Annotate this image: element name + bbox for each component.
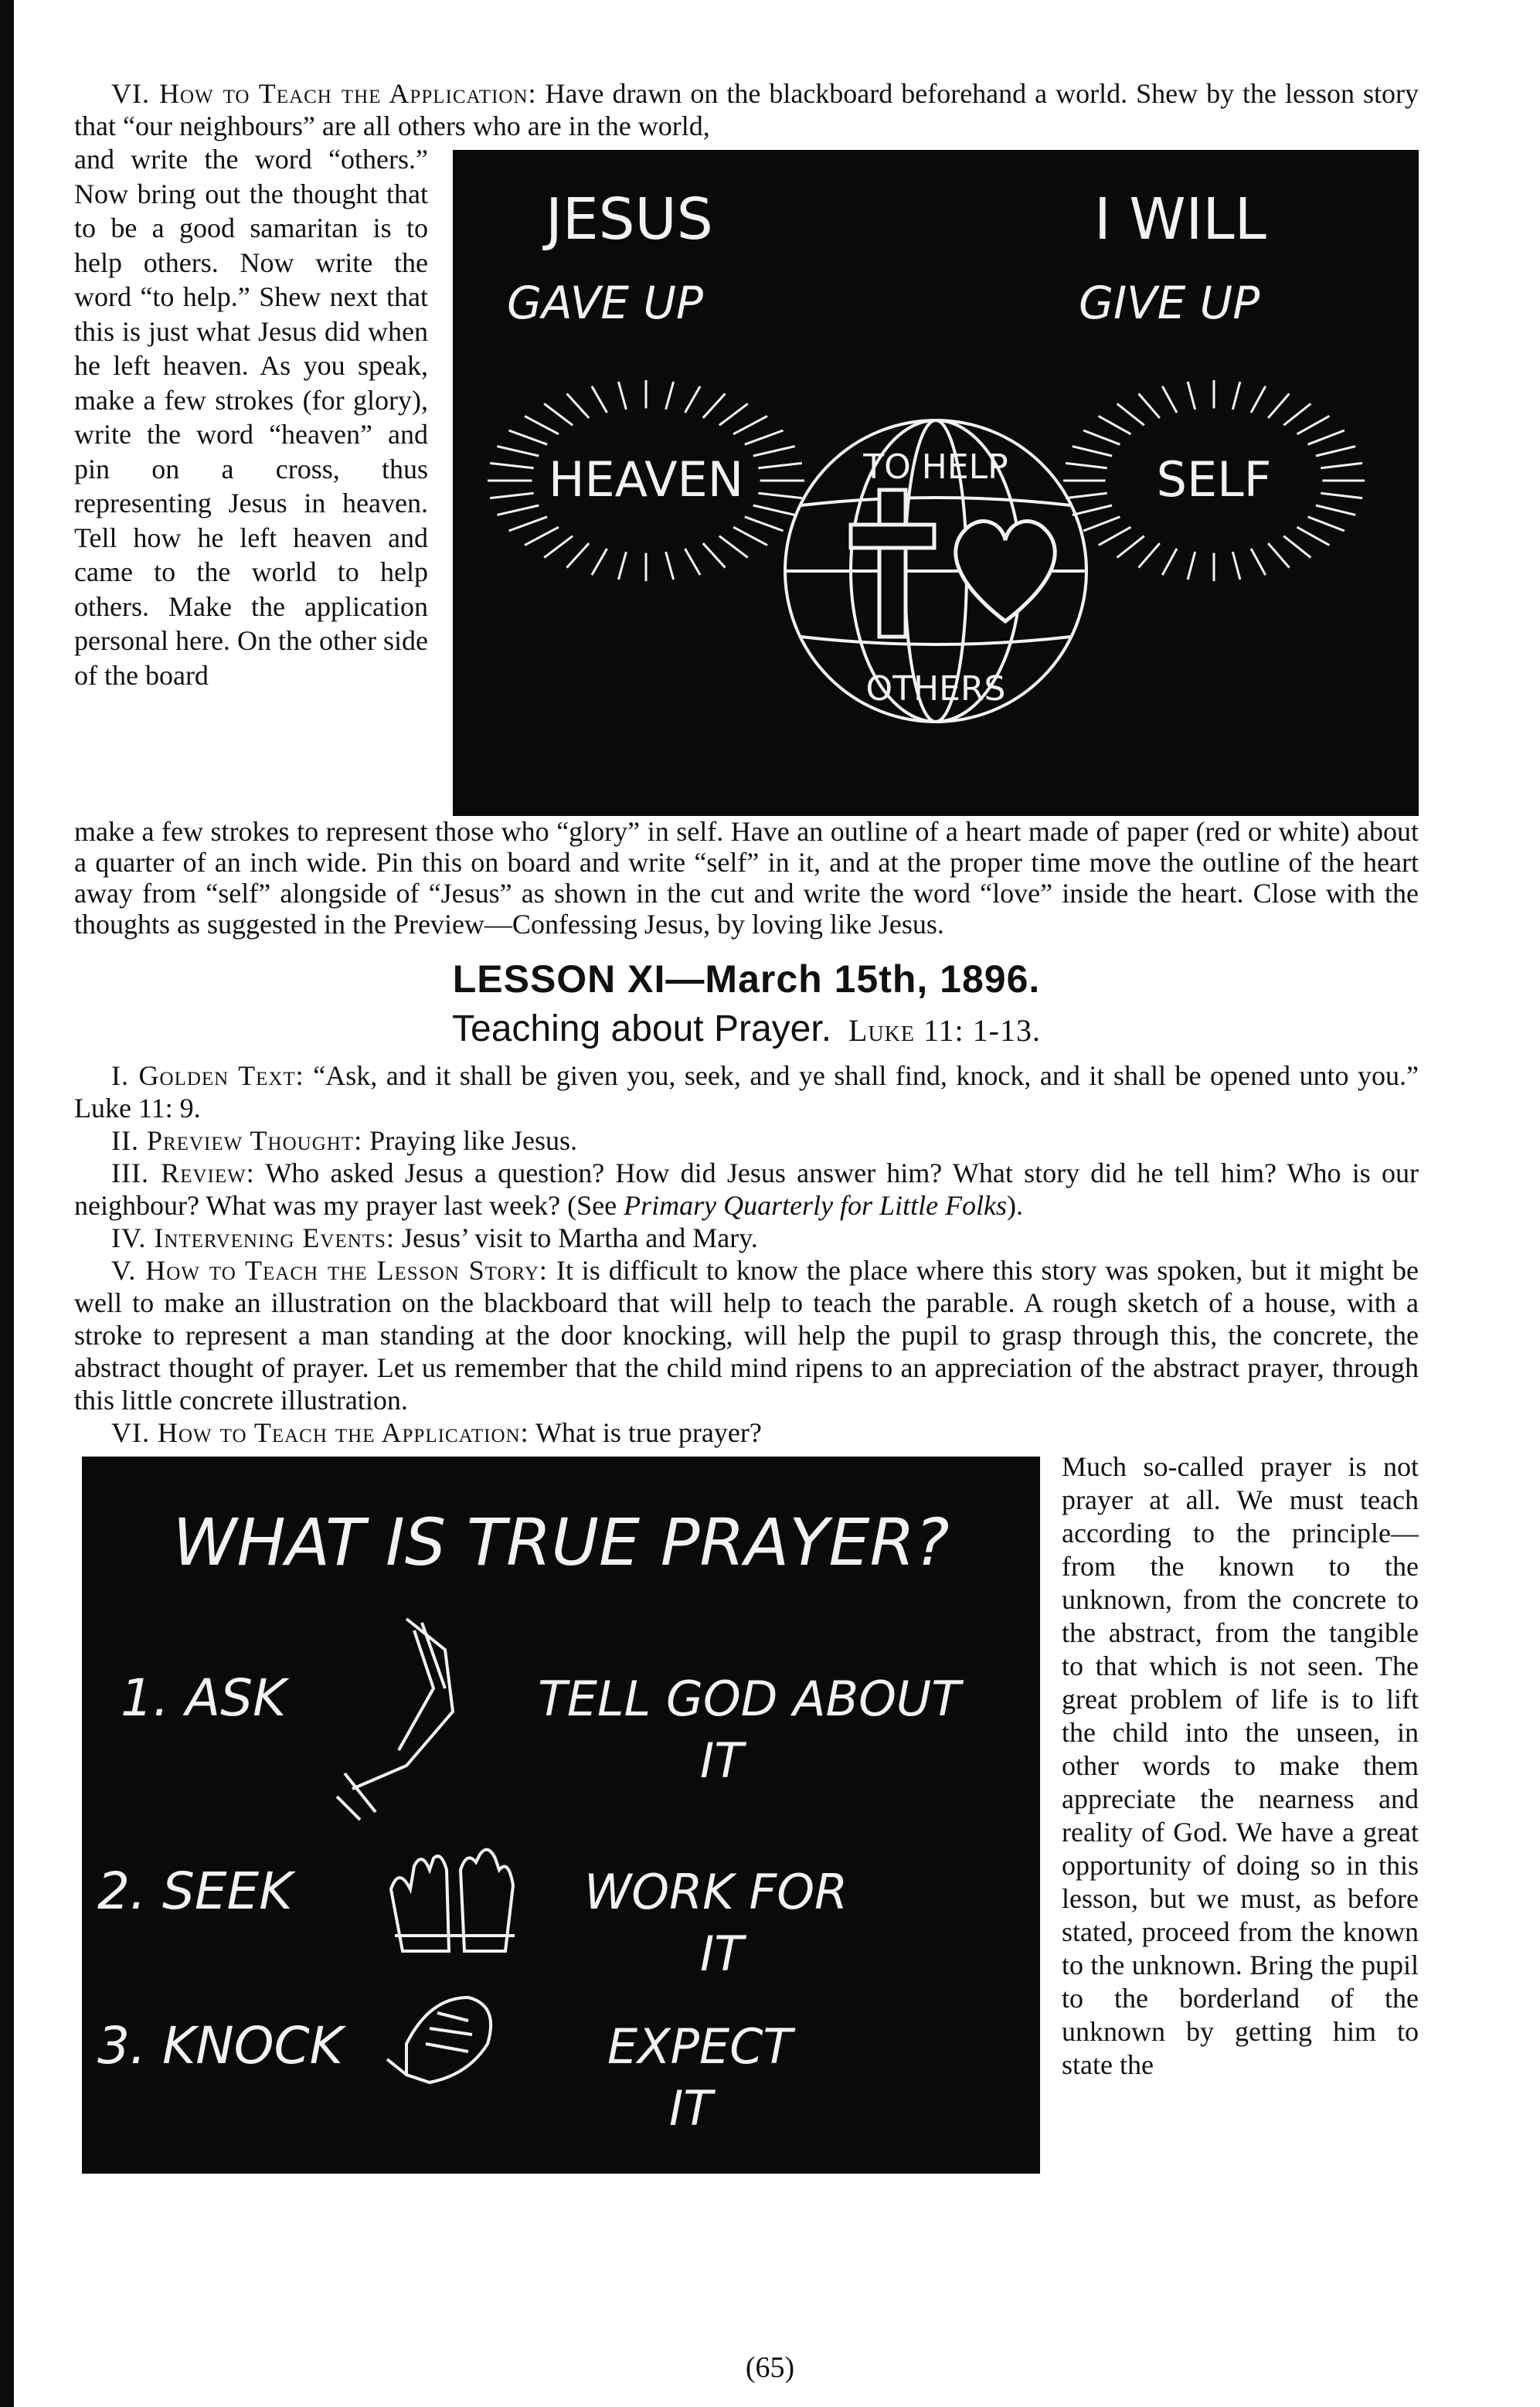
glory-ray bbox=[1251, 549, 1266, 575]
section-vi-wrap-text: and write the word “others.” Now bring out the thought that to be a good samaritan is to help others. Now write the word “to help.” Shew next that this is just what Jesus did when he left heaven. As you speak, make a few strokes (for glory), write the word “heaven” and pin on a cross, thus representing Jesus in heaven. Tell how he left heaven and came to the world to help others. Make the application personal here. On the other side of the board bbox=[74, 144, 428, 691]
review-label: III. Review: bbox=[111, 1158, 255, 1188]
glory-ray bbox=[719, 536, 748, 558]
preview-paragraph bbox=[74, 1124, 1419, 1157]
application-wrap-text: Much so-called prayer is not prayer at all. We must teach according to the principle—from the known to the unknown, from the concrete to the abstract, from the tangible to that which is not seen. The great problem of life is to lift the child into the unseen, in other words to make them appreciate the nearness and reality of God. We have a great opportunity of doing so in this lesson, but we must, as before stated, proceed from the known to the unknown. Bring the pupil to the borderland of the unknown by getting him to state the bbox=[1062, 1451, 1419, 2080]
board-action-it-1: IT bbox=[700, 1732, 744, 1789]
board-step-ask: 1. ASK bbox=[121, 1668, 287, 1728]
glory-ray bbox=[1188, 382, 1195, 410]
events-text: Jesus’ visit to Martha and Mary. bbox=[401, 1222, 758, 1253]
blackboard-two-drawing bbox=[82, 1457, 1040, 2174]
golden-text: “Ask, and it shall be given you, seek, and ye shall find, knock, and it shall be opened unto you.” Luke 11: 9. bbox=[74, 1060, 1419, 1124]
glory-ray bbox=[685, 386, 700, 413]
section-vi-label: VI. How to Teach the Application: bbox=[111, 78, 537, 109]
glory-ray bbox=[666, 382, 674, 410]
glory-ray bbox=[753, 447, 795, 456]
board-step-seek: 2. SEEK bbox=[97, 1861, 293, 1921]
glory-ray bbox=[508, 517, 547, 531]
cross-icon bbox=[851, 490, 934, 637]
review-paragraph bbox=[74, 1157, 1419, 1222]
globe-others-label: OTHERS bbox=[865, 669, 1006, 709]
board-self-label: SELF bbox=[1156, 451, 1272, 508]
glory-ray bbox=[1283, 403, 1311, 425]
glory-ray bbox=[1162, 549, 1177, 575]
glory-ray bbox=[525, 527, 559, 545]
glory-ray bbox=[1308, 517, 1345, 531]
glory-ray bbox=[758, 493, 802, 498]
section-vi-intro bbox=[74, 77, 1419, 142]
glory-ray bbox=[666, 552, 674, 580]
glory-ray bbox=[1232, 552, 1239, 580]
praying-hands-icon bbox=[337, 1619, 453, 1820]
review-text: Who asked Jesus a question? How did Jesus answer him? What story did he tell him? Who is our neighbour? What was my prayer last week? (See bbox=[74, 1158, 1419, 1221]
lesson-subtitle-text: Teaching about Prayer. bbox=[452, 1008, 832, 1049]
glory-ray bbox=[1083, 430, 1120, 444]
glory-ray bbox=[544, 536, 573, 558]
application-wrap-block bbox=[74, 1450, 1419, 2208]
application-start: What is true prayer? bbox=[535, 1417, 762, 1448]
glory-ray bbox=[1066, 493, 1107, 498]
board-gave-up-label: GAVE UP bbox=[507, 277, 703, 329]
review-end: ). bbox=[1007, 1190, 1024, 1221]
lesson-body bbox=[74, 1059, 1419, 1449]
glory-ray bbox=[1162, 386, 1177, 413]
blackboard-illustration-true-prayer bbox=[82, 1457, 1040, 2174]
glory-ray bbox=[1297, 416, 1330, 433]
board-action-it-2: IT bbox=[700, 1926, 744, 1982]
events-paragraph bbox=[74, 1222, 1419, 1254]
glory-ray bbox=[1321, 493, 1362, 498]
glory-ray bbox=[685, 549, 700, 575]
board-action-work-for: WORK FOR bbox=[584, 1864, 848, 1920]
glory-ray bbox=[1073, 505, 1112, 515]
events-label: IV. Intervening Events: bbox=[111, 1222, 395, 1253]
blackboard-one-drawing bbox=[453, 150, 1419, 816]
glory-ray bbox=[719, 403, 748, 425]
glory-ray bbox=[1268, 543, 1289, 568]
application-paragraph bbox=[74, 1416, 1419, 1449]
glory-ray bbox=[1083, 517, 1120, 531]
lesson-subtitle bbox=[74, 1008, 1419, 1050]
glory-ray bbox=[567, 393, 590, 418]
glory-ray bbox=[592, 386, 607, 413]
glory-ray bbox=[1316, 447, 1355, 456]
glory-ray bbox=[1232, 382, 1239, 410]
glory-ray bbox=[490, 463, 534, 467]
board-jesus-label: JESUS bbox=[546, 186, 713, 253]
lesson-title: LESSON XI—March 15th, 1896. bbox=[452, 957, 1041, 1001]
page-binding-edge bbox=[0, 0, 14, 2407]
glory-ray bbox=[497, 505, 539, 515]
glory-ray bbox=[733, 527, 767, 545]
board-give-up-label: GIVE UP bbox=[1079, 277, 1260, 329]
glory-ray bbox=[1188, 552, 1195, 580]
golden-text-paragraph bbox=[74, 1059, 1419, 1124]
lesson-reference: Luke 11: 1-13. bbox=[848, 1013, 1041, 1048]
glory-ray bbox=[490, 493, 534, 498]
glory-ray bbox=[1316, 505, 1355, 515]
glory-ray bbox=[1099, 527, 1131, 545]
blackboard-illustration-jesus-gave-up bbox=[453, 150, 1419, 816]
page bbox=[74, 77, 1419, 2208]
glory-ray bbox=[703, 543, 726, 568]
glory-ray bbox=[1308, 430, 1345, 444]
glory-ray bbox=[745, 517, 784, 531]
open-hands-icon bbox=[391, 1850, 515, 1951]
glory-ray bbox=[508, 430, 547, 444]
story-paragraph bbox=[74, 1254, 1419, 1416]
glory-ray bbox=[1139, 543, 1160, 568]
review-italic-title: Primary Quarterly for Little Folks bbox=[624, 1190, 1008, 1221]
glory-ray bbox=[745, 430, 784, 444]
glory-ray bbox=[592, 549, 607, 575]
glory-ray bbox=[1117, 536, 1144, 558]
glory-ray bbox=[1251, 386, 1266, 413]
glory-ray bbox=[497, 447, 539, 456]
section-vi-wrap-block bbox=[74, 142, 1419, 816]
board-heaven-label: HEAVEN bbox=[548, 451, 744, 508]
glory-ray bbox=[733, 416, 767, 433]
glory-ray bbox=[1321, 463, 1362, 467]
glory-ray bbox=[758, 463, 802, 467]
board-action-tell-god: TELL GOD ABOUT bbox=[538, 1671, 961, 1727]
board-step-knock: 3. KNOCK bbox=[97, 2016, 343, 2076]
glory-ray bbox=[1297, 527, 1330, 545]
board-action-expect: EXPECT bbox=[607, 2018, 793, 2075]
story-label: V. How to Teach the Lesson Story: bbox=[111, 1255, 548, 1286]
glory-ray bbox=[1099, 416, 1131, 433]
glory-ray bbox=[544, 403, 573, 425]
glory-ray bbox=[703, 393, 726, 418]
heart-icon bbox=[956, 522, 1055, 621]
glory-ray bbox=[1066, 463, 1107, 467]
glory-ray bbox=[1073, 447, 1112, 456]
glory-ray bbox=[567, 543, 590, 568]
glory-ray bbox=[753, 505, 795, 515]
story-text: It is difficult to know the place where this story was spoken, but it might be well to make an illustration on the blackboard that will help to teach the parable. A rough sketch of a house, with a stroke to represent a man standing at the door knocking, will help the pupil to grasp through this, the concrete, the abstract thought of prayer. Let us remember that the child mind ripens to an appreciation of the abstract prayer, through this little concrete illustration. bbox=[74, 1255, 1419, 1416]
preview-text: Praying like Jesus. bbox=[369, 1125, 578, 1156]
page-number: (65) bbox=[745, 2351, 795, 2384]
glory-ray bbox=[618, 552, 626, 580]
preview-label: II. Preview Thought: bbox=[111, 1125, 363, 1156]
glory-ray bbox=[1268, 393, 1289, 418]
golden-text-label: I. Golden Text: bbox=[111, 1060, 304, 1091]
board-action-it-3: IT bbox=[669, 2080, 713, 2137]
glory-ray bbox=[618, 382, 626, 410]
section-vi-after-text: make a few strokes to represent those who “glory” in self. Have an outline of a heart made of paper (red or white) about a quarter of an inch wide. Pin this on board and write “self” in it, and at the proper time move the outline of the heart away from “self” alongside of “Jesus” as shown in the cut and write the word “love” inside the heart. Close with the thoughts as suggested in the Preview—Confessing Jesus, by loving like Jesus. bbox=[74, 816, 1419, 940]
board-title-true-prayer: WHAT IS TRUE PRAYER? bbox=[172, 1504, 950, 1580]
glory-ray bbox=[1117, 403, 1144, 425]
glory-ray bbox=[525, 416, 559, 433]
application-label: VI. How to Teach the Application: bbox=[111, 1417, 529, 1448]
knocking-hand-icon bbox=[387, 1997, 491, 2082]
section-vi-intro-text: Have drawn on the blackboard beforehand a world. Shew by the lesson story that “our neighbours” are all others who are in the world, bbox=[74, 78, 1419, 141]
globe-to-help-label: TO HELP bbox=[863, 447, 1008, 487]
glory-ray bbox=[1139, 393, 1160, 418]
board-i-will-label: I WILL bbox=[1094, 186, 1266, 253]
glory-ray bbox=[1283, 536, 1311, 558]
